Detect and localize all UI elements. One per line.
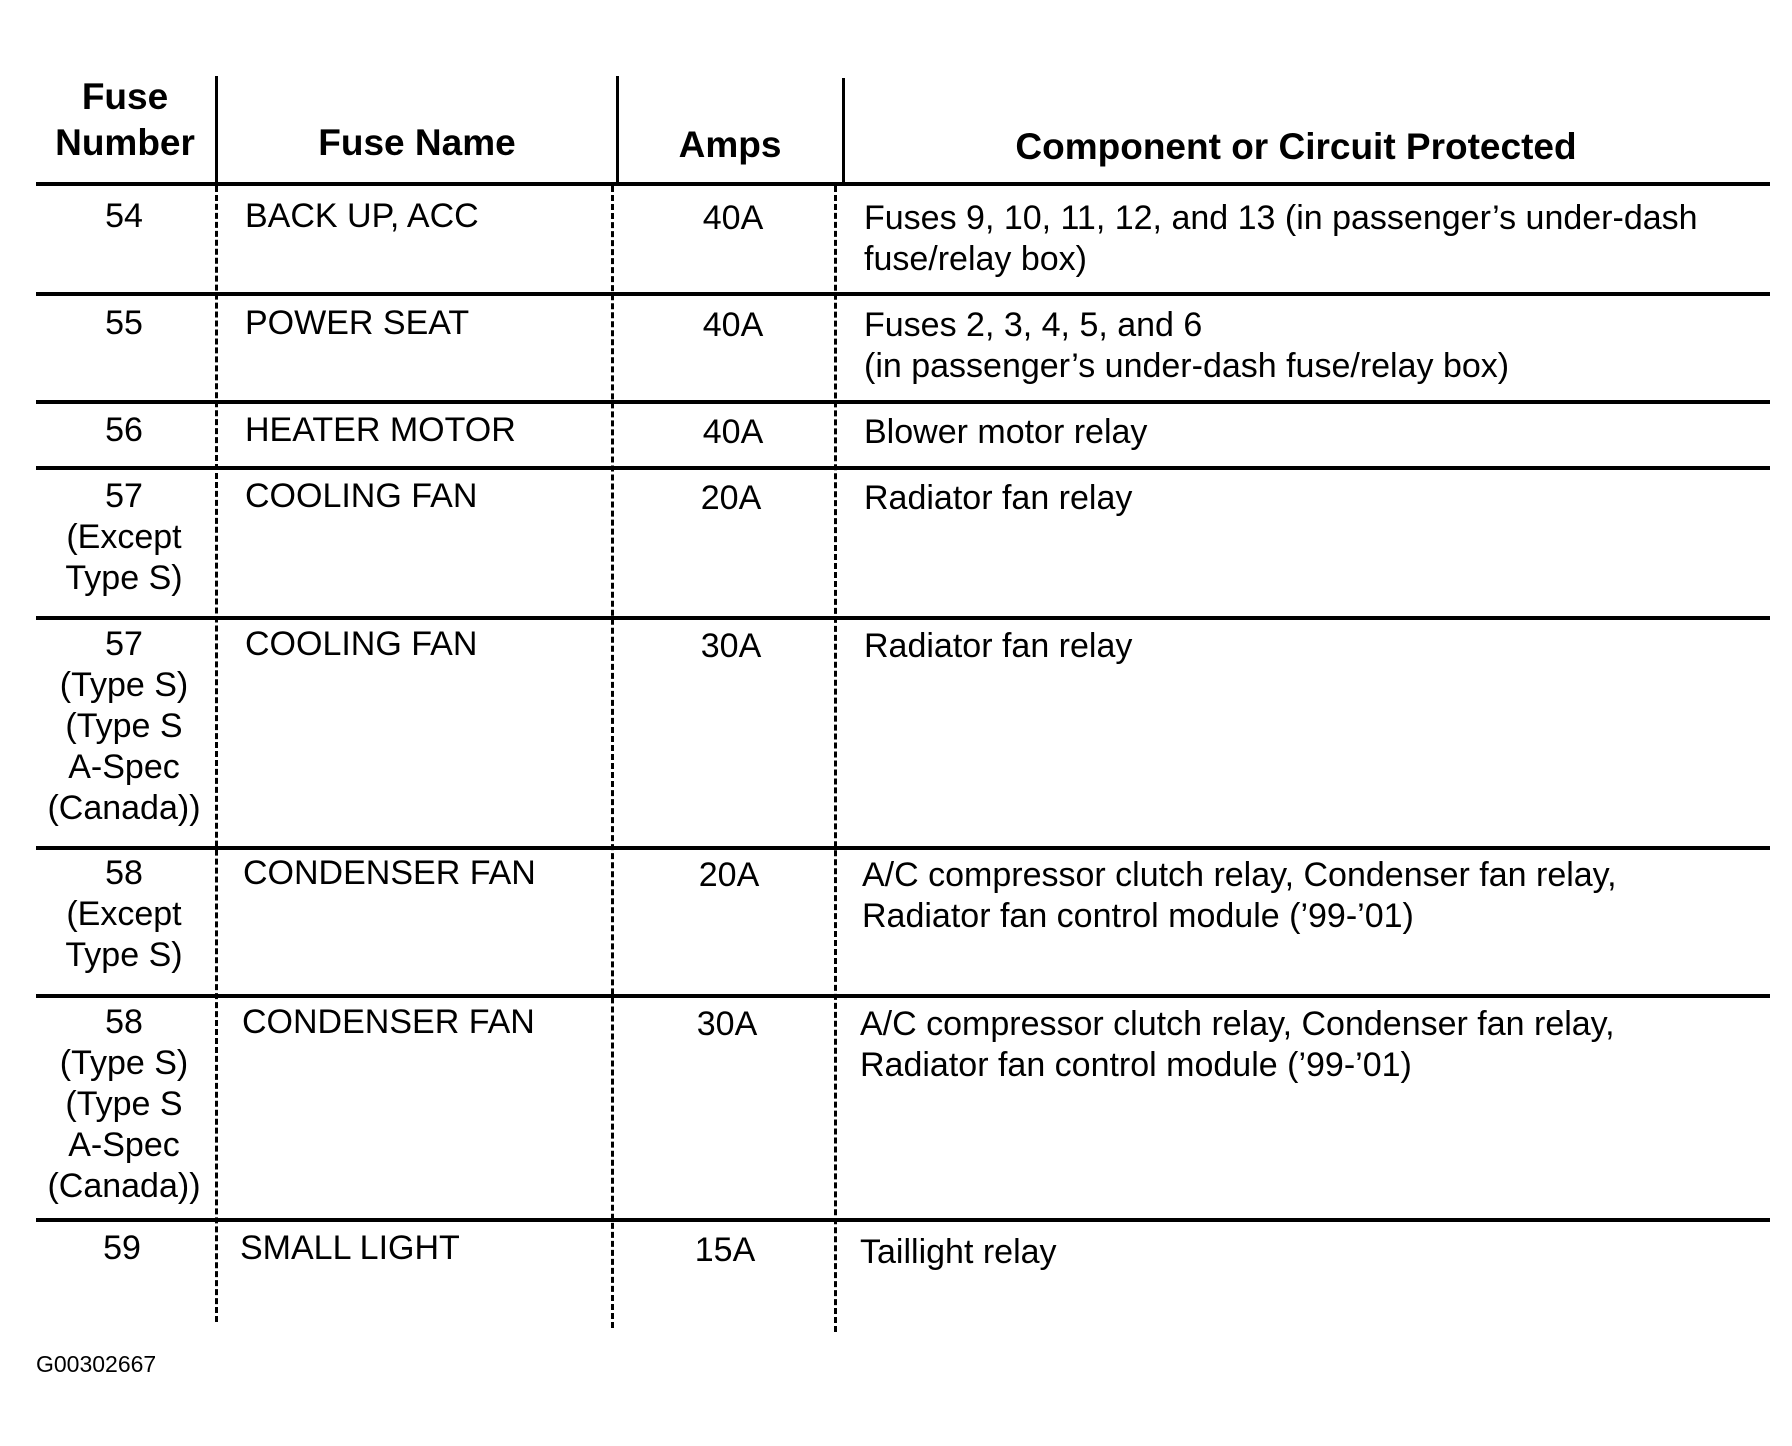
column-divider xyxy=(215,76,218,182)
figure-id: G00302667 xyxy=(36,1351,157,1377)
column-divider xyxy=(616,76,619,182)
fuse-number-cell: 57 (Except Type S) xyxy=(65,477,183,597)
column-divider xyxy=(842,78,845,184)
amps-cell: 40A xyxy=(702,199,764,237)
component-cell: Blower motor relay xyxy=(864,413,1148,451)
row-rule xyxy=(36,400,1770,404)
header-fuse-name: Fuse Name xyxy=(318,122,516,163)
fuse-name-cell: CONDENSER FAN xyxy=(242,1003,535,1041)
component-cell: Radiator fan relay xyxy=(864,479,1133,517)
fuse-name-cell: HEATER MOTOR xyxy=(245,411,516,449)
header-amps: Amps xyxy=(678,124,782,165)
fuse-name-cell: COOLING FAN xyxy=(245,625,478,663)
component-cell: Radiator fan relay xyxy=(864,627,1133,665)
fuse-name-cell: SMALL LIGHT xyxy=(240,1229,460,1267)
row-rule xyxy=(36,466,1770,470)
row-rule xyxy=(36,994,1770,998)
amps-cell: 15A xyxy=(694,1231,756,1269)
fuse-number-cell: 58 (Except Type S) xyxy=(65,854,183,974)
fuse-number-cell: 54 xyxy=(105,197,143,235)
column-divider-dashed xyxy=(215,186,218,1322)
component-cell: Taillight relay xyxy=(860,1233,1057,1271)
fuse-number-cell: 55 xyxy=(105,304,143,342)
header-fuse-number: Fuse Number xyxy=(55,76,195,163)
column-divider-dashed xyxy=(611,186,614,1328)
fuse-name-cell: BACK UP, ACC xyxy=(245,197,479,235)
component-cell: Fuses 9, 10, 11, 12, and 13 (in passenger’s under-dash fuse/relay box) xyxy=(864,199,1698,278)
amps-cell: 30A xyxy=(700,627,762,665)
fuse-number-cell: 58 (Type S) (Type S A-Spec (Canada)) xyxy=(47,1003,201,1205)
row-rule xyxy=(36,1218,1770,1222)
amps-cell: 20A xyxy=(698,856,760,894)
row-rule xyxy=(36,292,1770,296)
fuse-name-cell: POWER SEAT xyxy=(245,304,470,342)
amps-cell: 20A xyxy=(700,479,762,517)
column-divider-dashed xyxy=(834,186,837,1332)
header-component: Component or Circuit Protected xyxy=(1015,126,1577,167)
component-cell: A/C compressor clutch relay, Condenser fan relay, Radiator fan control module (’99-’01) xyxy=(862,856,1617,935)
row-rule xyxy=(36,616,1770,620)
component-cell: A/C compressor clutch relay, Condenser fan relay, Radiator fan control module (’99-’01) xyxy=(860,1005,1615,1084)
amps-cell: 40A xyxy=(702,306,764,344)
fuse-name-cell: CONDENSER FAN xyxy=(243,854,536,892)
amps-cell: 30A xyxy=(696,1005,758,1043)
fuse-number-cell: 57 (Type S) (Type S A-Spec (Canada)) xyxy=(47,625,201,827)
fuse-name-cell: COOLING FAN xyxy=(245,477,478,515)
component-cell: Fuses 2, 3, 4, 5, and 6 (in passenger’s under-dash fuse/relay box) xyxy=(864,306,1510,385)
fuse-number-cell: 56 xyxy=(105,411,143,449)
header-rule xyxy=(36,182,1770,186)
row-rule xyxy=(36,846,1770,850)
amps-cell: 40A xyxy=(702,413,764,451)
fuse-number-cell: 59 xyxy=(103,1229,141,1267)
